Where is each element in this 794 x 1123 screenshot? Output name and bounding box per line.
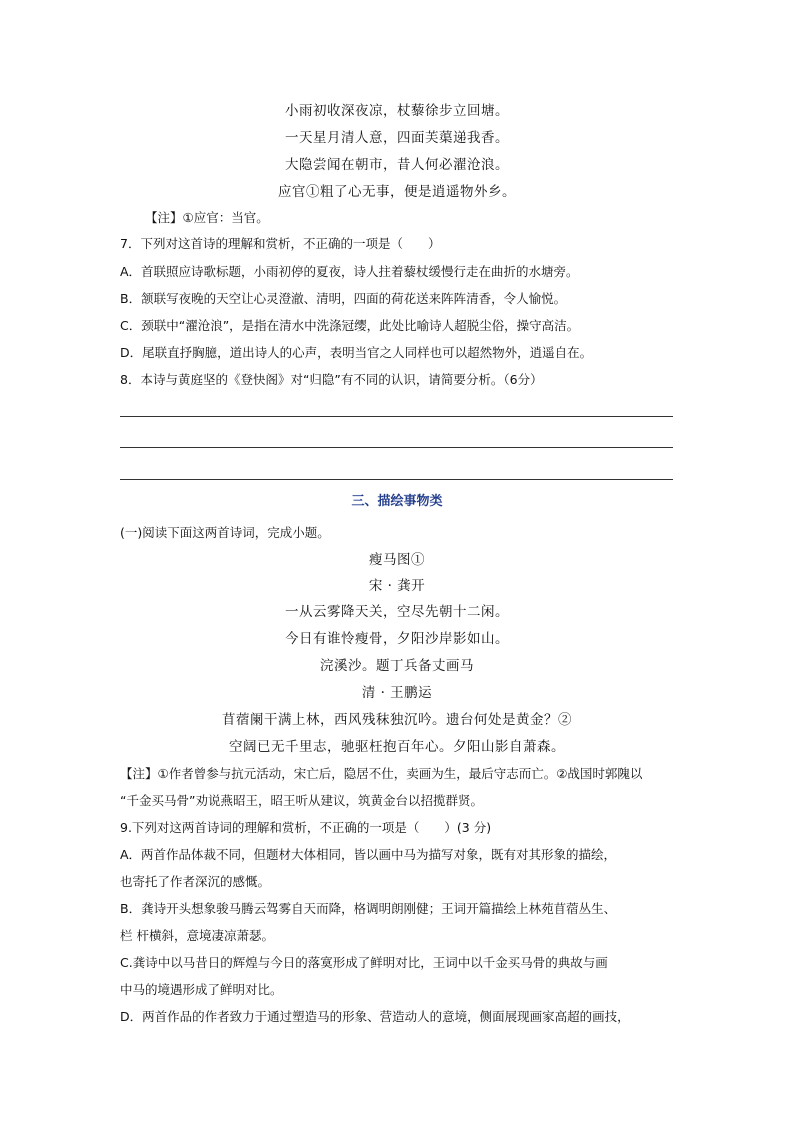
answer-line-1[interactable] bbox=[120, 416, 673, 417]
answer-line-2[interactable] bbox=[120, 447, 673, 448]
poem2-line-1: 一从云雾降天关，空尽先朝十二闲。 bbox=[285, 604, 509, 620]
q9-option-b-line-2: 栏 杆横斜，意境凄凉萧瑟。 bbox=[120, 928, 274, 943]
q9-option-d-line-1: D．两首作品的作者致力于通过塑造马的形象、营造动人的意境，侧面展现画家高超的画技， bbox=[120, 1009, 630, 1024]
q9-option-c-line-2: 中马的境遇形成了鲜明对比。 bbox=[120, 982, 283, 997]
q9-option-c-line-1: C.龚诗中以马昔日的辉煌与今日的落寞形成了鲜明对比，王词中以千金买马骨的典故与画 bbox=[120, 955, 608, 970]
q9-option-a-line-1: A．两首作品体裁不同，但题材大体相同，皆以画中马为描写对象，既有对其形象的描绘， bbox=[120, 847, 617, 862]
q9-option-b-line-1: B．龚诗开头想象骏马腾云驾雾自天而降，格调明朗刚健；王词开篇描绘上林苑苜蓿丛生、 bbox=[120, 901, 617, 916]
poem2-line-2: 今日有谁怜瘦骨，夕阳沙岸影如山。 bbox=[285, 631, 509, 647]
poem1-note: 【注】①应官：当官。 bbox=[145, 210, 269, 225]
q9-stem: 9.下列对这两首诗词的理解和赏析，不正确的一项是（ ）(3 分) bbox=[120, 820, 492, 835]
poem1-line-1: 小雨初收深夜凉，杖藜徐步立回塘。 bbox=[285, 103, 509, 119]
poem1-line-3: 大隐尝闻在朝市，昔人何必濯沧浪。 bbox=[285, 157, 509, 173]
poem3-line-2: 空阔已无千里志，驰驱枉抱百年心。夕阳山影自萧森。 bbox=[229, 739, 565, 755]
q7-option-a: A．首联照应诗歌标题，小雨初停的夏夜，诗人拄着藜杖缓慢行走在曲折的水塘旁。 bbox=[120, 264, 579, 279]
section-heading: 三、描绘事物类 bbox=[351, 494, 443, 509]
section-intro: (一)阅读下面这两首诗词，完成小题。 bbox=[120, 525, 330, 540]
q9-option-a-line-2: 也寄托了作者深沉的感慨。 bbox=[120, 874, 271, 889]
q8-stem: 8．本诗与黄庭坚的《登快阁》对“归隐”有不同的认识，请简要分析。（6分） bbox=[120, 372, 543, 387]
poem3-author: 清 · 王鹏运 bbox=[361, 685, 433, 701]
answer-line-3[interactable] bbox=[120, 479, 673, 480]
poems-note-line-1: 【注】①作者曾参与抗元活动，宋亡后，隐居不仕，卖画为生，最后守志而亡。②战国时郭隗以 bbox=[120, 766, 643, 781]
q7-option-c: C．颈联中“濯沧浪”，是指在清水中洗涤冠缨，此处比喻诗人超脱尘俗，操守高洁。 bbox=[120, 318, 580, 333]
q7-option-d: D．尾联直抒胸臆，道出诗人的心声，表明当官之人同样也可以超然物外，逍遥自在。 bbox=[120, 345, 593, 360]
poem1-line-2: 一天星月清人意，四面芙蕖递我香。 bbox=[285, 130, 509, 146]
poem2-title: 瘦马图① bbox=[369, 552, 425, 568]
q7-option-b: B．颔联写夜晚的天空让心灵澄澈、清明，四面的荷花送来阵阵清香，令人愉悦。 bbox=[120, 291, 567, 306]
poem1-line-4: 应官①粗了心无事，便是逍遥物外乡。 bbox=[278, 184, 516, 200]
q7-stem: 7．下列对这首诗的理解和赏析，不正确的一项是（ ） bbox=[120, 236, 441, 251]
poem3-title: 浣溪沙。题丁兵备丈画马 bbox=[320, 658, 474, 674]
poem3-line-1: 苜蓿阑干满上林，西风残秣独沉吟。遗台何处是黄金？② bbox=[222, 712, 572, 728]
poems-note-line-2: “千金买马骨”劝说燕昭王，昭王听从建议，筑黄金台以招揽群贤。 bbox=[120, 793, 483, 808]
poem2-author: 宋 · 龚开 bbox=[368, 578, 426, 594]
